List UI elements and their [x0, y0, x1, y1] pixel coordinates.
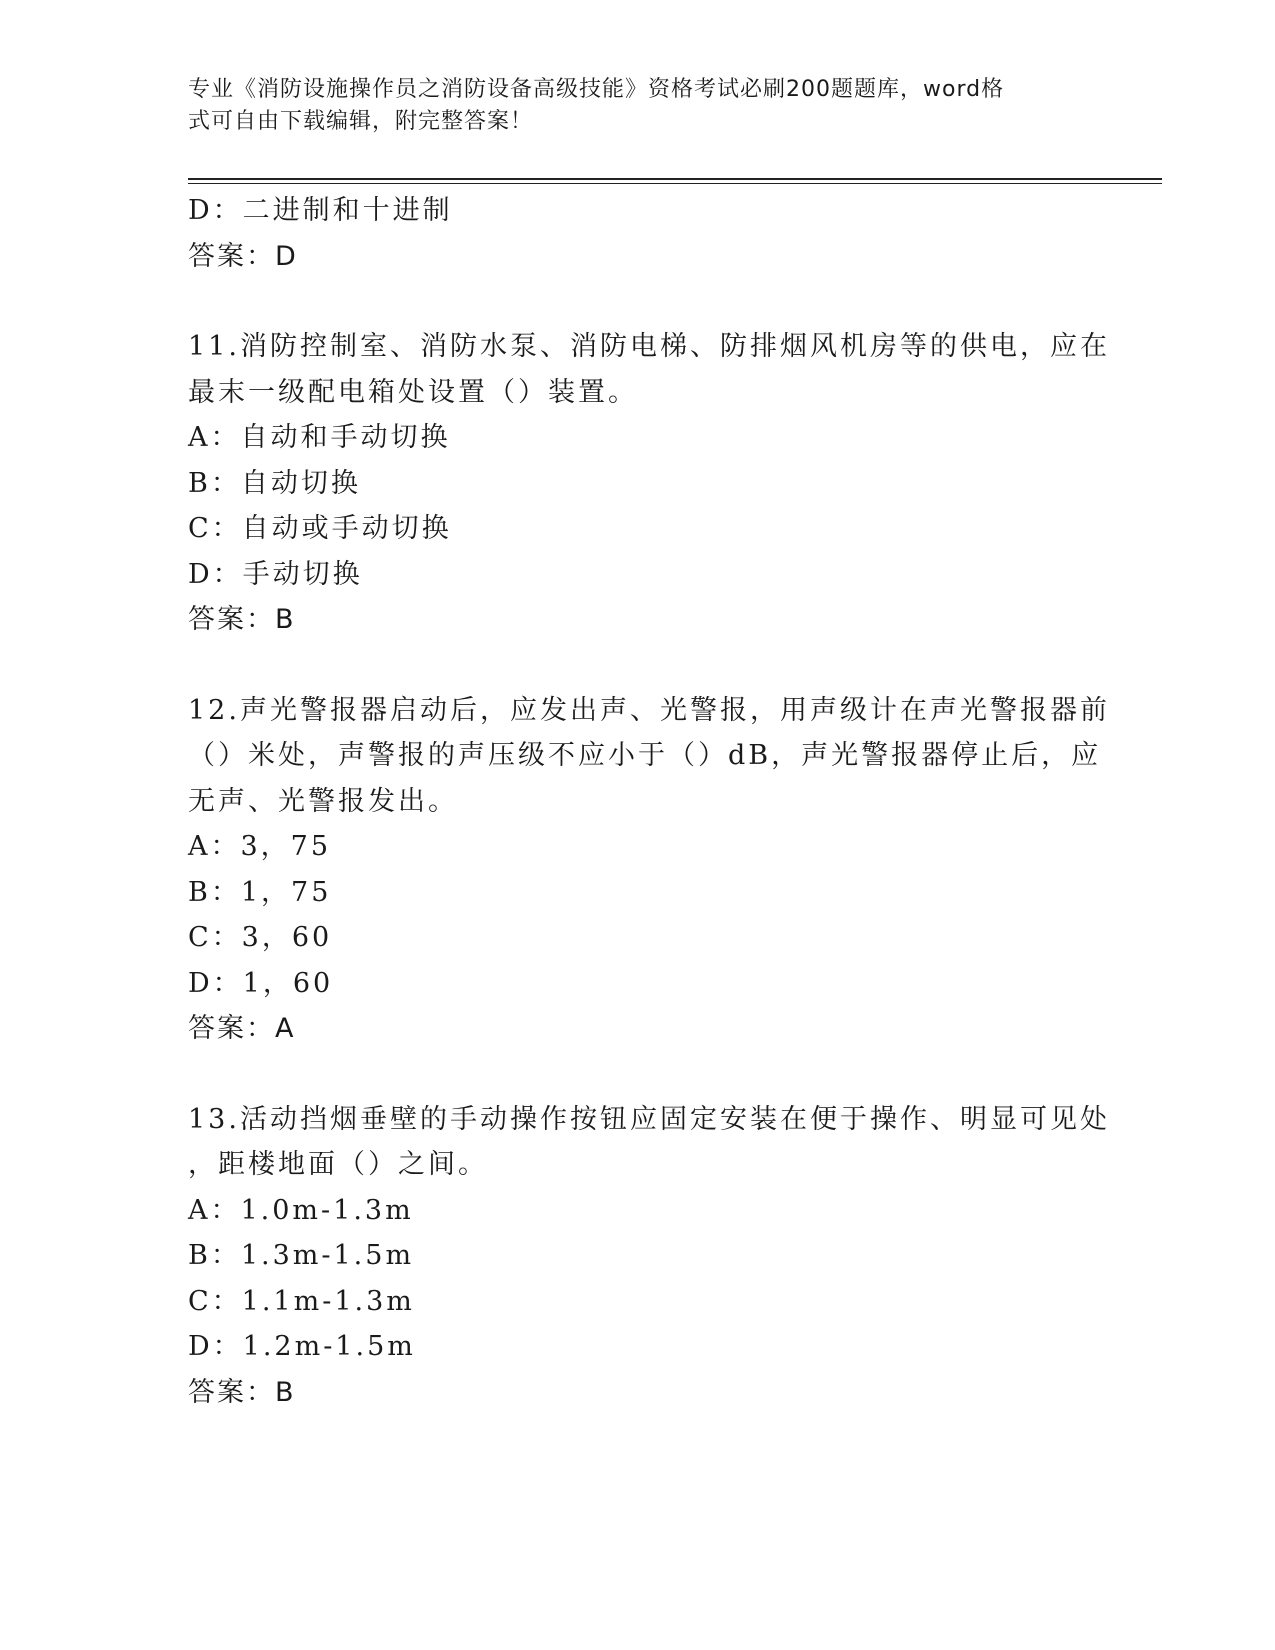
question-text-line: 13.活动挡烟垂壁的手动操作按钮应固定安装在便于操作、明显可见处 [188, 1103, 1110, 1135]
question-text [188, 1097, 1110, 1188]
question-text-line: ，距楼地面（）之间。 [188, 1149, 488, 1180]
question-text [188, 324, 1110, 415]
header-rule-thick [188, 178, 1162, 180]
option-d: D：1.2m-1.5m [188, 1331, 416, 1362]
question-text-line: 11.消防控制室、消防水泵、消防电梯、防排烟风机房等的供电，应在 [188, 331, 1110, 362]
option-c: C：3，60 [188, 922, 333, 953]
option-b: B：1，75 [188, 876, 332, 908]
option-c: C：自动或手动切换 [188, 513, 452, 544]
document-header [188, 74, 1068, 138]
option-c: C：1.1m-1.3m [188, 1285, 415, 1317]
question-text-line: 12.声光警报器启动后，应发出声、光警报，用声级计在声光警报器前 [188, 694, 1110, 726]
question-12 [188, 688, 1110, 1052]
option-a: A：3，75 [188, 831, 332, 862]
option-d: D：1，60 [188, 967, 334, 999]
question-text-line: 无声、光警报发出。 [188, 785, 458, 817]
header-rule-thin [188, 183, 1162, 184]
question-11 [188, 324, 1110, 643]
option-d: D：二进制和十进制 [188, 195, 453, 226]
option-a: A：自动和手动切换 [188, 422, 451, 453]
answer: 答案：B [188, 604, 296, 635]
option-a: A：1.0m-1.3m [188, 1194, 414, 1226]
question-text-line: （）米处，声警报的声压级不应小于（）dB，声光警报器停止后，应 [188, 740, 1102, 771]
question-text [188, 688, 1110, 825]
question-text-line: 最末一级配电箱处设置（）装置。 [188, 376, 638, 408]
question-list [188, 188, 1110, 1415]
option-b: B：1.3m-1.5m [188, 1240, 415, 1271]
question-13 [188, 1097, 1110, 1416]
option-b: B：自动切换 [188, 467, 361, 499]
header-line-2: 式可自由下载编辑，附完整答案！ [188, 109, 534, 134]
answer: 答案：B [188, 1376, 296, 1408]
header-line-1: 专业《消防设施操作员之消防设备高级技能》资格考试必刷200题题库，word格 [188, 77, 1005, 102]
previous-question-tail [188, 188, 1088, 279]
answer: 答案：A [188, 1013, 296, 1044]
option-d: D：手动切换 [188, 558, 363, 590]
answer: 答案：D [188, 240, 298, 272]
